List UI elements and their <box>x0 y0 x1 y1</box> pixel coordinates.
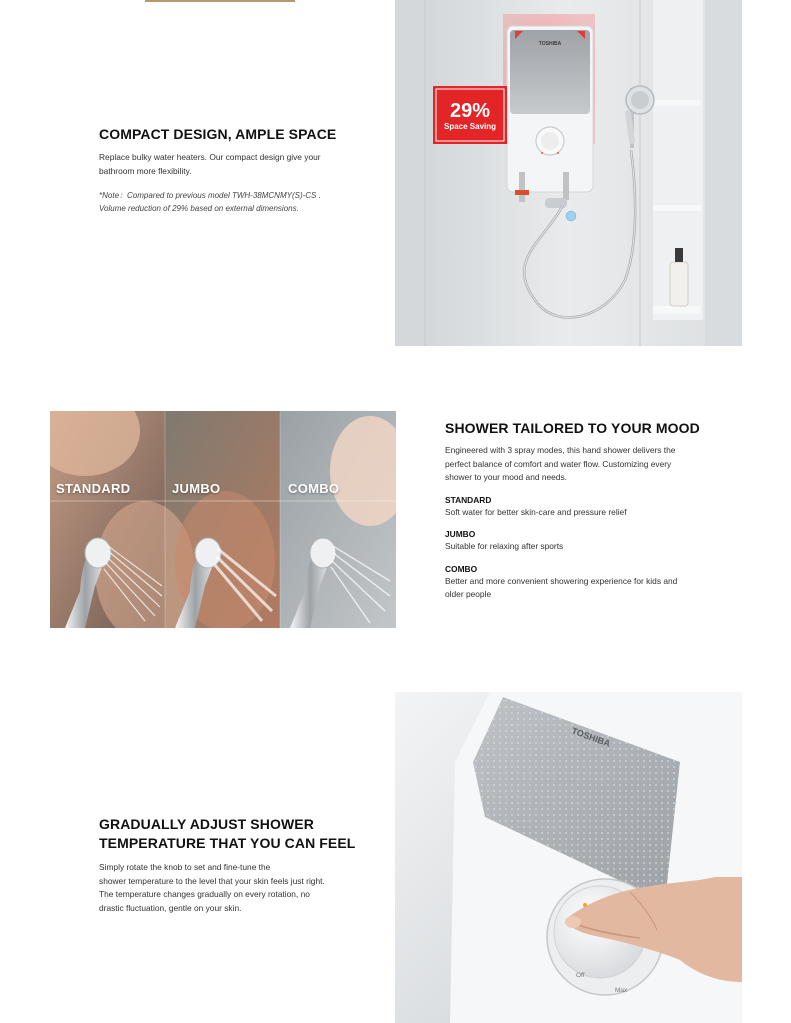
mode-desc: Soft water for better skin-care and pressure relief <box>445 506 627 517</box>
temperature-desc-line: shower temperature to the level that your skin feels just right. <box>99 875 325 886</box>
mode-desc: Suitable for relaxing after sports <box>445 541 564 551</box>
spray-modes-illustration <box>50 411 396 628</box>
mode-desc: Better and more convenient showering experience for kids and <box>445 575 678 586</box>
mode-label-standard: STANDARD <box>56 481 131 496</box>
compact-design-title: COMPACT DESIGN, AMPLE SPACE <box>99 126 337 142</box>
mode-label-combo: COMBO <box>288 481 340 496</box>
mode-item-standard <box>445 494 705 520</box>
temperature-desc-line: The temperature changes gradually on every rotation, no <box>99 889 310 899</box>
mode-label-jumbo: JUMBO <box>172 481 221 496</box>
compact-design-desc-line: Replace bulky water heaters. Our compact design give your <box>99 152 321 162</box>
top-image-edge <box>145 0 295 2</box>
heater-brand: TOSHIBA <box>570 725 612 749</box>
compact-design-note-line: Volume reduction of 29% based on external dimensions. <box>99 204 299 213</box>
shower-mood-text <box>445 420 705 602</box>
shower-mood-title: SHOWER TAILORED TO YOUR MOOD <box>445 420 700 436</box>
temperature-knob-image <box>395 692 742 1023</box>
compact-heater-illustration <box>395 0 742 346</box>
mode-name: STANDARD <box>445 494 492 505</box>
temperature-desc-line: Simply rotate the knob to set and fine-tune the <box>99 862 271 872</box>
temperature-knob-illustration <box>395 692 742 1023</box>
temperature-title-line: GRADUALLY ADJUST SHOWER <box>99 816 314 832</box>
knob-max-label: Max <box>615 987 628 994</box>
space-saving-badge-label: Space Saving <box>443 122 497 131</box>
mode-name: JUMBO <box>445 529 476 539</box>
mode-item-combo <box>445 563 705 602</box>
compact-heater-image <box>395 0 742 346</box>
heater-brand: TOSHIBA <box>538 41 562 47</box>
space-saving-badge-value: 29% <box>449 100 491 122</box>
temperature-text <box>99 815 359 915</box>
compact-design-text <box>99 126 379 215</box>
spray-modes-image <box>50 411 396 628</box>
knob-off-label: Off <box>576 972 585 979</box>
temperature-title <box>99 815 359 853</box>
compact-design-desc-line: bathroom more flexibility. <box>99 165 192 176</box>
compact-design-note-line: *Note：Compared to previous model TWH-38MCNMY(S)-CS . <box>99 191 321 200</box>
temperature-desc-line: drastic fluctuation, gentle on your skin. <box>99 902 242 913</box>
mode-name: COMBO <box>445 563 478 574</box>
shower-mood-desc-line: perfect balance of comfort and water flow. Customizing every <box>445 458 672 469</box>
shower-mood-desc-line: shower to your mood and needs. <box>445 472 567 482</box>
mode-item-jumbo <box>445 528 705 554</box>
mode-desc: older people <box>445 589 492 599</box>
shower-mood-desc-line: Engineered with 3 spray modes, this hand shower delivers the <box>445 445 676 455</box>
temperature-title-line: TEMPERATURE THAT YOU CAN FEEL <box>99 835 356 851</box>
